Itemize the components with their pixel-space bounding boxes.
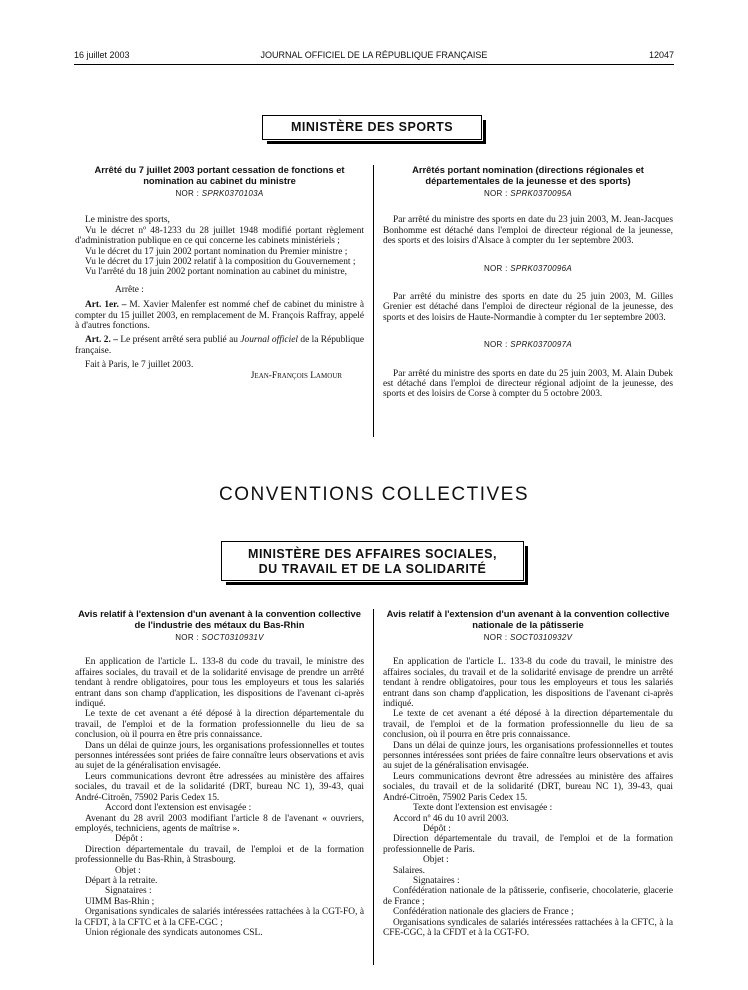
paragraph: Confédération nationale des glaciers de France ; <box>393 907 574 918</box>
ministry-affaires-line1: MINISTÈRE DES AFFAIRES SOCIALES, <box>248 547 497 561</box>
paragraph: Direction départementale du travail, de l'emploi et de la formation professionnelle de Paris. <box>383 834 673 855</box>
subheading: Objet : <box>423 855 449 866</box>
paragraph: Vu l'arrêté du 18 juin 2002 portant nomination au cabinet du ministre, <box>85 267 348 278</box>
paragraph: Leurs communications devront être adressées au ministère des affaires sociales, du travail et de la solidarité (DRT, bureau NC 1), 39-43, quai André-Citroën, 75902 Paris Cedex 15. <box>383 771 673 803</box>
paragraph: Avenant du 28 avril 2003 modifiant l'article 8 de l'avenant « ouvriers, employés, techniciens, agents de maîtrise ». <box>75 813 364 834</box>
ministry-affaires-line2: DU TRAVAIL ET DE LA SOLIDARITÉ <box>258 562 487 576</box>
article-1: Art. 1er. – M. Xavier Malenfer est nommé chef de cabinet du ministre à compter du 15 juillet 2003, en remplacement de M. François Raffray, appelé à d'autres fonctions. <box>75 300 365 332</box>
nomination-paragraph: Par arrêté du ministre des sports en date du 25 juin 2003, M. Gilles Grenier est détaché dans l'emploi de directeur régional de la jeunesse, des sports et des loisirs de Haute-Normandie à compter du 1er septembre 2003. <box>383 292 673 323</box>
paragraph: UIMM Bas-Rhin ; <box>85 896 155 907</box>
subheading: Texte dont l'extension est envisagée : <box>413 803 553 814</box>
left-column-arrete <box>75 165 364 381</box>
paragraph: Le ministre des sports, <box>85 215 170 226</box>
nomination-paragraph: Par arrêté du ministre des sports en date du 25 juin 2003, M. Alain Dubek est détaché dans l'emploi de directeur régional adjoint de la jeunesse, des sports et des loisirs de Corse à compter du 5 octobre 2003. <box>383 368 673 400</box>
paragraph: Accord nº 46 du 10 avril 2003. <box>393 813 509 824</box>
subheading: Signataires : <box>105 886 152 897</box>
paragraph: En application de l'article L. 133-8 du code du travail, le ministre des affaires sociales, du travail et de la solidarité envisage de prendre un arrêté tendant à rendre obligatoires, pour tous les employeurs et tous les salariés entrant dans son champ d'application, les dispositions de l'avenant ci-après indiqué. <box>383 657 673 710</box>
arretes-title: Arrêtés portant nomination (directions régionales et départementales de la jeunesse et des sports) <box>412 164 644 186</box>
paragraph: Direction départementale du travail, de l'emploi et de la formation professionnelle du Bas-Rhin, à Strasbourg. <box>75 844 364 866</box>
running-header <box>74 48 674 65</box>
paragraph: Le texte de cet avenant a été déposé à la direction départementale du travail, de l'emploi et de la formation professionnelle du lieu de sa conclusion, où il pourra en être pris connaissance. <box>383 709 673 741</box>
subheading: Dépôt : <box>115 834 143 845</box>
arrete-title: Arrêté du 7 juillet 2003 portant cessation de fonctions et nomination au cabinet du ministre <box>94 164 345 186</box>
avis-title: Avis relatif à l'extension d'un avenant à la convention collective nationale de la pâtisserie <box>386 608 670 630</box>
nor-line: NOR : SOCT0310932V <box>483 633 573 642</box>
avis-title: Avis relatif à l'extension d'un avenant à la convention collective de l'industrie des métaux du Bas-Rhin <box>78 608 361 630</box>
subheading: Objet : <box>115 865 141 876</box>
paragraph: Vu le décret du 17 juin 2002 portant nomination du Premier ministre ; <box>85 246 348 257</box>
nor-line: NOR : SPRK0370096A <box>483 263 573 273</box>
nor-line: NOR : SPRK0370097A <box>483 340 573 350</box>
nor-code: SPRK0370103A <box>201 189 264 198</box>
paragraph: Organisations syndicales de salariés intéressées rattachées à la CGT-FO, à la CFDT, à la CFTC et à la CFE-CGC ; <box>75 907 364 928</box>
ministry-sports-box <box>262 115 482 140</box>
nor-line: NOR : SPRK0370103A <box>175 189 264 198</box>
ministry-sports-title: MINISTÈRE DES SPORTS <box>290 120 454 134</box>
paragraph: Confédération nationale de la pâtisserie, confiserie, chocolaterie, glacerie de France ; <box>383 886 673 907</box>
article-2: Art. 2. – Le présent arrêté sera publié au Journal officiel de la République française. <box>75 335 365 356</box>
header-page-number: 12047 <box>648 50 674 60</box>
subheading: Dépôt : <box>423 823 451 834</box>
nomination-paragraph: Par arrêté du ministre des sports en date du 23 juin 2003, M. Jean-Jacques Bonhomme est détaché dans l'emploi de directeur régional de la jeunesse, des sports et des loisirs d'Alsace à compter du 1er septembre 2003. <box>383 215 673 247</box>
subheading: Accord dont l'extension est envisagée : <box>105 803 252 814</box>
paragraph: Vu le décret nº 48-1233 du 28 juillet 1948 modifié portant règlement d'administration publique en ce qui concerne les cabinets ministériels ; <box>75 225 364 247</box>
conventions-collectives-title: CONVENTIONS COLLECTIVES <box>218 484 530 505</box>
paragraph: Union régionale des syndicats autonomes CSL. <box>85 927 263 938</box>
ministry-affaires-sociales-box <box>221 541 524 581</box>
arrete-label: Arrête : <box>115 284 144 295</box>
header-journal: JOURNAL OFFICIEL DE LA RÉPUBLIQUE FRANÇAISE <box>260 50 488 60</box>
right-column-avis-patisserie <box>383 609 673 938</box>
paragraph: Vu le décret du 17 juin 2002 relatif à la composition du Gouvernement ; <box>85 257 356 268</box>
paragraph: Dans un délai de quinze jours, les organisations professionnelles et toutes personnes intéressées sont priées de faire connaître leurs observations et avis au sujet de la généralisation envisagée. <box>383 740 673 772</box>
signature-name: Jean-François Lamour <box>250 370 342 381</box>
nor-line: NOR : SPRK0370095A <box>483 189 573 198</box>
paragraph: Salaires. <box>393 865 426 876</box>
column-divider <box>373 609 374 965</box>
paragraph: Organisations syndicales de salariés intéressées rattachées à la CFTC, à la CFE-CGC, à la CFDT et à la CGT-FO. <box>383 917 673 938</box>
right-column-arretes <box>383 165 673 400</box>
paragraph: Le texte de cet avenant a été déposé à la direction départementale du travail, de l'emploi et de la formation professionnelle du lieu de sa conclusion, où il pourra en être pris connaissance. <box>75 709 364 741</box>
subheading: Signataires : <box>413 875 460 886</box>
left-column-avis-metaux <box>75 609 364 938</box>
paragraph: Dans un délai de quinze jours, les organisations professionnelles et toutes personnes intéressées sont priées de faire connaître leurs observations et avis au sujet de la généralisation envisagée. <box>75 740 364 772</box>
paragraph: Départ à la retraite. <box>85 875 158 886</box>
fait-a-paris: Fait à Paris, le 7 juillet 2003. <box>85 360 194 371</box>
paragraph: En application de l'article L. 133-8 du code du travail, le ministre des affaires sociales, du travail et de la solidarité envisage de prendre un arrêté tendant à rendre obligatoires, pour tous les employeurs et tous les salariés entrant dans son champ d'application, les dispositions de l'avenant ci-après indiqué. <box>75 657 364 710</box>
header-date: 16 juillet 2003 <box>74 50 130 60</box>
nor-line: NOR : SOCT0310931V <box>175 633 264 642</box>
paragraph: Leurs communications devront être adressées au ministère des affaires sociales, du travail et de la solidarité (DRT, bureau NC 1), 39-43, quai André-Citroën, 75902 Paris Cedex 15. <box>75 771 364 803</box>
column-divider <box>373 165 374 437</box>
